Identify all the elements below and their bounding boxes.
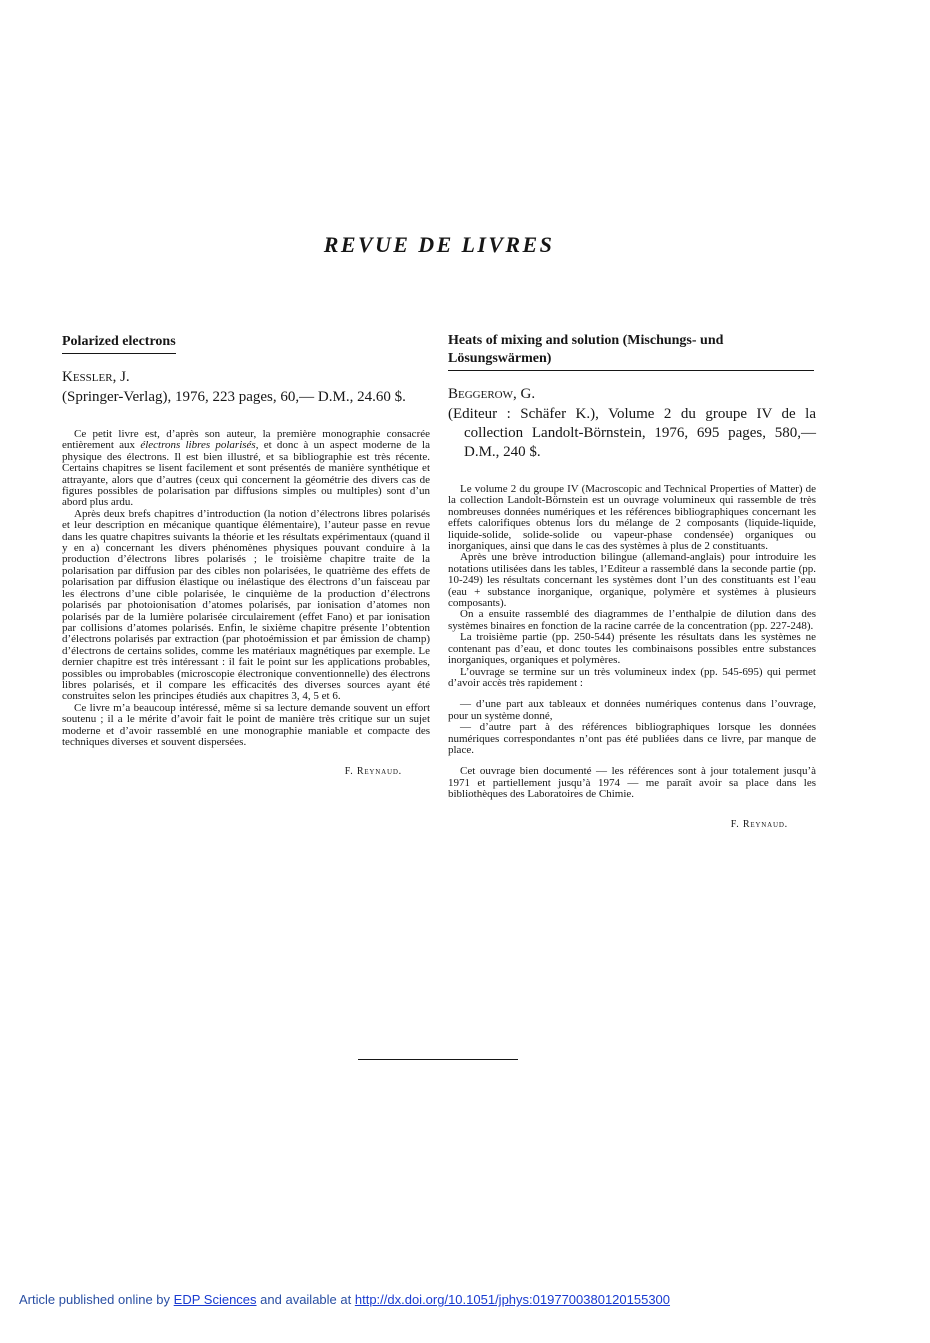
review-body: [448, 484, 816, 801]
signature: F. Reynaud.: [344, 766, 402, 778]
paragraph: Le volume 2 du groupe IV (Macroscopic and Technical Properties of Matter) de la collection Landolt-Börnstein est un ouvrage volumineux qui rassemble de très nombreuses données numériques et les références bibliographiques concernant les effets calorifiques obtenus lors du mélange de 2 composants (liquide-liquide, liquide-solide, solide-solide ou vapeur-phase condensée) organiques ou inorganiques, ainsi que dans le cas des systèmes à plus de 2 constituants.: [448, 483, 816, 553]
review-body: [62, 429, 430, 748]
publisher-link[interactable]: EDP Sciences: [173, 1292, 257, 1307]
review-polarized-electrons: [62, 332, 430, 777]
list-item: — d’autre part à des références bibliographiques lorsque les données numériques correspondantes n’ont pas été publiées dans ce livre, par manque de place.: [448, 721, 816, 756]
author: Beggerow, G.: [448, 386, 536, 402]
author: Kessler, J.: [62, 369, 130, 385]
footer-prefix: Article published online by: [19, 1292, 171, 1307]
review-heats-of-mixing: [448, 332, 816, 830]
paragraph: L’ouvrage se termine sur un très volumineux index (pp. 545-695) qui permet d’avoir accès très rapidement :: [448, 665, 816, 689]
citation: (Springer-Verlag), 1976, 223 pages, 60,— D.M., 24.60 $.: [62, 389, 406, 405]
paragraph: La troisième partie (pp. 250-544) présente les résultats dans les systèmes ne contenant pas d’eau, et donc toutes les combinaisons possibles entre substances inorganiques, organiques et polymères.: [448, 631, 816, 667]
paragraph: Après deux brefs chapitres d’introduction (la notion d’électrons libres polarisés et leur description en mécanique quantique élémentaire), l’auteur passe en revue dans les quatre chapitres suivants la théorie et les résultats expérimentaux (quand il y en a) concernant les divers phénomènes physiques pouvant conduire à la production d’électrons libres polarisés ; le troisième chapitre traite de la polarisation par diffusion par des cibles non polarisées, le quatrième des effets de polarisation par diffusion élastique ou inélastique des électrons d’un faisceau par les électrons d’une cible polarisée, le cinquième de la production d’électrons polarisés par photoionisation d’atomes polarisés, par ionisation d’atomes non polarisés par de la lumière polarisée circulairement (effet Fano) et par ionisation par collisions d’atomes polarisés. Enfin, le sixième chapitre présente l’obtention d’électrons polarisés par extraction (par photoémission et par émission de champ) d’électrons de certains solides, comme les matériaux magnétiques par exemple. Le dernier chapitre est très intéressant : il fait le point sur les applications probables, possibles ou improbables (microscopie électronique conventionnelle) des électrons libres polarisés, et il compare les efficacités des diverses sources ayant été construites selon les principes étudiés aux chapitres 3, 4, 5 et 6.: [62, 507, 430, 703]
paragraph: Cet ouvrage bien documenté — les références sont à jour totalement jusqu’à 1971 et partiellement jusqu’à 1974 — me paraît avoir sa place dans les bibliothèques des Laboratoires de Chimie.: [448, 765, 816, 801]
page-title: REVUE DE LIVRES: [323, 232, 555, 257]
citation: (Editeur : Schäfer K.), Volume 2 du groupe IV de la collection Landolt-Börnstein, 1976, 695 pages, 580,— D.M., 240 $.: [448, 406, 816, 460]
footer-middle: and available at: [260, 1292, 352, 1307]
signature: F. Reynaud.: [730, 818, 788, 830]
doi-link[interactable]: http://dx.doi.org/10.1051/jphys:0197700380120155300: [354, 1292, 671, 1307]
review-heading: Heats of mixing and solution (Mischungs- und Lösungswärmen): [448, 332, 814, 371]
paragraph: Ce livre m’a beaucoup intéressé, même si sa lecture demande souvent un effort soutenu ; il a le mérite d’avoir fait le point de manière très critique sur un sujet moderne et d’avoir rassemblé en une monographie maniable et compacte des techniques diverses et souvent dispersées.: [62, 701, 430, 748]
section-divider: [358, 1059, 518, 1060]
paragraph: Après une brève introduction bilingue (allemand-anglais) pour introduire les notations utilisées dans les tables, l’Editeur a rassemblé dans la seconde partie (pp. 10-249) les résultats concernant les systèmes dont l’un des constituants est l’eau (eau + substance inorganique, organique, polymère et systèmes à plusieurs composants).: [448, 551, 816, 610]
paragraph: On a ensuite rassemblé des diagrammes de l’enthalpie de dilution dans des systèmes binaires en fonction de la racine carrée de la concentration (pp. 227-248).: [448, 608, 816, 632]
list-item: — d’une part aux tableaux et données numériques contenus dans l’ouvrage, pour un système donné,: [448, 698, 816, 722]
paragraph: Ce petit livre est, d’après son auteur, la première monographie consacrée entièrement aux électrons libres polarisés, et donc à un aspect moderne de la physique des électrons. Il est bien illustré, et sa bibliographie est très récente. Certains chapitres se lisent facilement et sont présentés de manière synthétique et attrayante, alors que d’autres (ceux qui concernent la géométrie des divers cas de figures possibles de polarisation par diffusions simples ou multiples) sont d’un abord plus ardu.: [62, 428, 430, 509]
review-heading: Polarized electrons: [62, 333, 176, 354]
footer: [19, 1292, 670, 1307]
